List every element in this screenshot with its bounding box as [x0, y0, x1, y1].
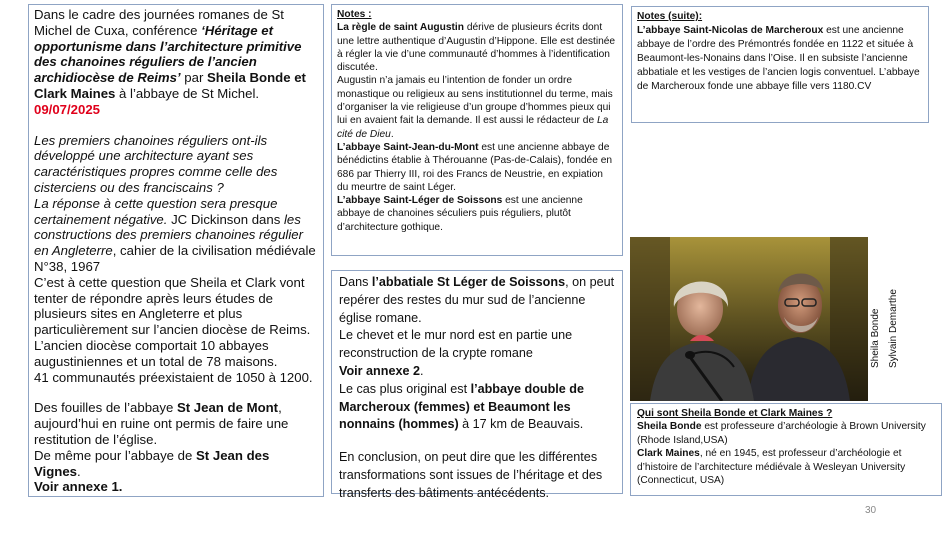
intro-text: Dans le cadre des journées romanes de St Michel de Cuxa, conférence: [34, 7, 284, 38]
speaker-name: Clark Maines: [637, 448, 700, 460]
speaker-bio: est professeure d’archéologie à Brown University (Rhode Island,USA): [637, 421, 926, 446]
notes-heading: Notes :: [337, 9, 372, 20]
abbey-name: St Jean des Vignes: [34, 447, 270, 479]
annex-reference: Voir annexe 2: [339, 363, 420, 378]
book-title: La cité de Dieu: [337, 115, 609, 140]
abbey-name: l’abbatiale St Léger de Soissons: [371, 275, 566, 289]
conclusion-paragraph: En conclusion, on peut dire que les différentes transformations sont issues de l’héritage et des transferts des bâtiments antécédents.: [339, 450, 603, 500]
photo-caption-credit: Sylvain Demarthe: [888, 289, 899, 368]
note-text: est une ancienne abbaye de chanoines séculiers puis réguliers, plutôt d’architecture gothique.: [337, 195, 583, 233]
body-text: Dans: [339, 275, 372, 289]
body-text: .: [77, 463, 81, 479]
body-paragraph: C’est à cette question que Sheila et Clark vont tenter de répondre après leurs études de plusieurs sites en Angleterre et plus particulièrement sur l’ancien diocèse de Reims.: [34, 274, 311, 338]
speakers-bio-box: [630, 403, 942, 496]
answer-text: La réponse à cette question sera presque certainement négative.: [34, 195, 278, 227]
soissons-box: [331, 270, 623, 500]
intro-text: à l’abbaye de St Michel.: [115, 85, 260, 101]
body-text: Le cas plus original est: [339, 381, 471, 396]
note-term: L’abbaye Saint-Nicolas de Marcheroux: [637, 25, 824, 36]
note-term: L’abbaye Saint-Léger de Soissons: [337, 195, 503, 207]
body-text: Des fouilles de l’abbaye: [34, 400, 177, 416]
notes-box: [331, 4, 623, 256]
speaker-name: Sheila Bonde: [637, 421, 702, 433]
note-text: est une ancienne abbaye de l’ordre des Prémontrés fondée en 1122 et située à Beaumont-les-Nonains dans l’Oise. Il en subsiste l’ancienne abbatiale et les vestiges de l’ancien logis conventuel. L’abbaye de Marcheroux fonde une abbaye fille vers 1180.CV: [637, 25, 920, 92]
note-term: La règle de saint Augustin: [337, 22, 464, 34]
body-text: , aujourd’hui en ruine ont permis de faire une restitution de l’église.: [34, 400, 289, 447]
reference-text: , cahier de la civilisation médiévale N°38, 1967: [34, 243, 316, 274]
speakers-photo-illustration: [630, 237, 868, 401]
note-text: dérive de plusieurs écrits dont une lettre authentique d’Augustin d’Hippone. Elle est destinée à régler la vie d’une communauté d’hommes à l’identification discutée.: [337, 22, 616, 74]
main-text-box: [28, 4, 324, 497]
photo-caption-sheila: Sheila Bonde: [870, 308, 881, 368]
speakers-photo: [630, 237, 868, 401]
body-paragraph: L’ancien diocèse comportait 10 abbayes augustiniennes et un total de 78 maisons.: [34, 337, 278, 369]
notes-continued-heading: Notes (suite):: [637, 11, 703, 22]
page-number: 30: [865, 505, 877, 516]
notes-continued-box: [631, 6, 929, 123]
note-text: .: [390, 128, 394, 140]
body-paragraph: 41 communautés préexistaient de 1050 à 1200.: [34, 369, 313, 385]
body-text: , on peut repérer des restes du mur sud de l’ancienne église romane.: [339, 275, 615, 325]
annex-reference: Voir annexe 1.: [34, 479, 123, 495]
speaker-bio: , né en 1945, est professeur d’archéologie et d’histoire de l’architecture médiévale à Wesleyan University (Connecticut, USA): [637, 448, 906, 487]
body-text: .: [419, 363, 424, 378]
abbey-name: St Jean de Mont: [176, 400, 279, 416]
question-text: Les premiers chanoines réguliers ont-ils développé une architecture ayant ses caractéristiques propres comme celle des cisterciens ou des franciscains ?: [34, 132, 278, 195]
reference-title: les constructions des premiers chanoines régulier en Angleterre: [34, 211, 304, 259]
body-text: De même pour l’abbaye de: [34, 447, 197, 463]
reference-text: JC Dickinson dans: [167, 211, 284, 227]
authors: Sheila Bonde et Clark Maines: [34, 70, 306, 101]
note-term: L’abbaye Saint-Jean-du-Mont: [337, 141, 479, 153]
conference-title: ‘Héritage et opportunisme dans l’architecture primitive des chanoines réguliers de l’ancien archidiocèse de Reims’: [34, 22, 302, 86]
body-text: à 17 km de Beauvais.: [458, 417, 584, 432]
intro-paragraph: [34, 7, 318, 118]
abbey-name: l’abbaye double de Marcheroux (femmes) et Beaumont les nonnains (hommes): [339, 381, 584, 432]
note-text: Augustin n’a jamais eu l’intention de fonder un ordre monastique ou religieux au sens institutionnel du terme, mais d’organiser la vie religieuse d’un groupe d’hommes pieux qui lui en avaient fait la demande. Il est aussi le rédacteur de: [337, 75, 613, 127]
intro-text: par: [180, 70, 207, 86]
speakers-heading: Qui sont Sheila Bonde et Clark Maines ?: [637, 408, 833, 419]
conference-date: 09/07/2025: [34, 101, 101, 117]
note-text: est une ancienne abbaye de bénédictins établie à Thérouanne (Pas-de-Calais), fondée en 686 par Thierry III, roi des Francs de Neustrie, en expiation du meurtre de saint Léger.: [337, 141, 613, 193]
body-paragraph: Le chevet et le mur nord est en partie une reconstruction de la crypte romane: [339, 328, 573, 361]
